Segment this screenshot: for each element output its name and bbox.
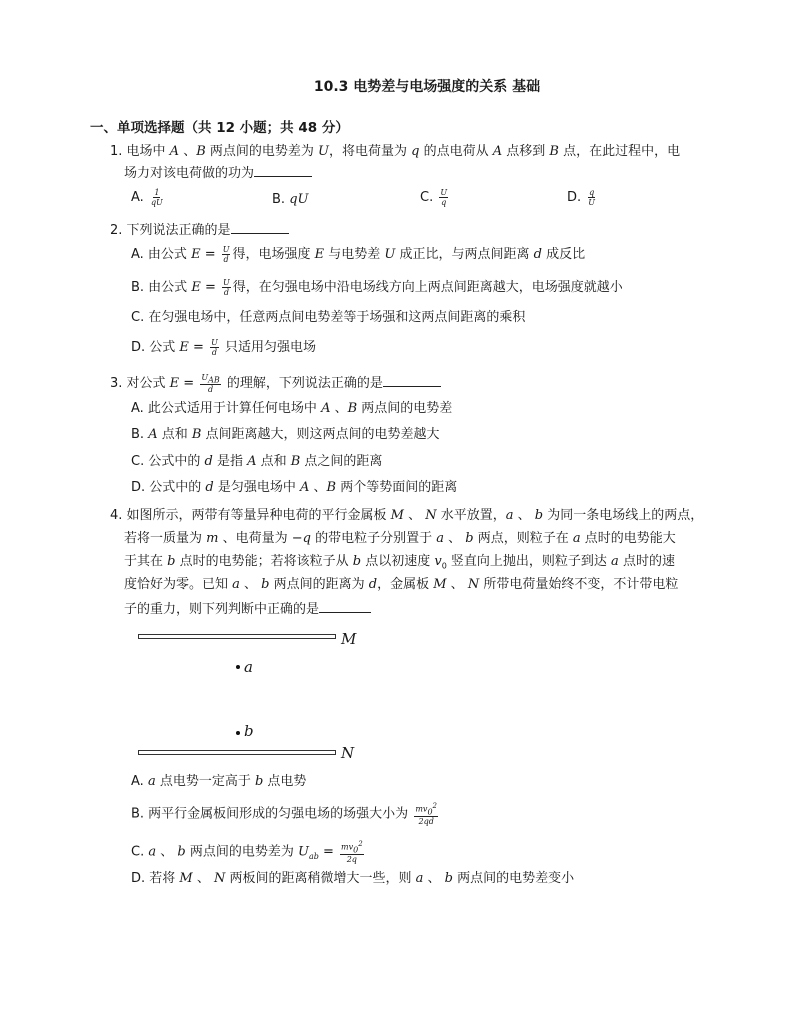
plate-m: [138, 634, 336, 639]
plate-n: [138, 750, 336, 755]
option-2-b[interactable]: B. 由公式 E = $\frac{U}{d}$ 得，在匀强电场中沿电场线方向上两点间距离越大，电场强度就越小: [131, 278, 623, 297]
option-1-c[interactable]: C. $\frac{U}{q}$: [420, 188, 448, 207]
option-1-b[interactable]: B. qU: [272, 192, 309, 207]
point-a-dot: [236, 665, 240, 669]
question-4-line-2: 若将一质量为 m 、电荷量为 −q 的带电粒子分别置于 a 、 b 两点，则粒子在 a 点时的电势能大: [124, 531, 676, 546]
question-4-line-1: 4. 如图所示，两带有等量异种电荷的平行金属板 M 、 N 水平放置，a 、 b 为同一条电场线上的两点，: [110, 508, 704, 523]
option-4-b[interactable]: B. 两平行金属板间形成的匀强电场的场强大小为 $\frac{mv_0^2}{2qd}$: [131, 802, 437, 827]
plate-m-label: M: [341, 630, 357, 648]
page-title: 10.3 电势差与电场强度的关系 基础: [313, 79, 541, 95]
question-1-line-2: 场力对该电荷做的功为: [124, 162, 312, 184]
option-4-c[interactable]: C. a 、 b 两点间的电势差为 $U_{ab}$ = $\frac{mv_0^2}{2q}$: [131, 840, 363, 865]
answer-blank[interactable]: [319, 598, 371, 613]
option-3-b[interactable]: B. A 点和 B 点间距离越大，则这两点间的电势差越大: [131, 427, 440, 442]
option-2-a[interactable]: A. 由公式 E = $\frac{U}{d}$ 得，电场强度 E 与电势差 U 成正比，与两点间距离 d 成反比: [131, 245, 586, 264]
question-4-line-5: 子的重力，则下列判断中正确的是: [124, 598, 371, 620]
question-4-line-3: 于其在 b 点时的电势能；若将该粒子从 b 点以初速度 $v_0$ 竖直向上抛出，则粒子到达 a 点时的速: [124, 554, 675, 571]
option-3-a[interactable]: A. 此公式适用于计算任何电场中 A 、B 两点间的电势差: [131, 401, 453, 416]
option-1-a[interactable]: A. $\frac{1}{qU}$: [131, 188, 163, 207]
point-a-label: a: [244, 658, 253, 676]
option-4-d[interactable]: D. 若将 M 、 N 两板间的距离稍微增大一些，则 a 、 b 两点间的电势差变小: [131, 871, 575, 886]
section-heading: 一、单项选择题（共 12 小题；共 48 分）: [90, 120, 349, 136]
answer-blank[interactable]: [231, 219, 289, 234]
option-3-d[interactable]: D. 公式中的 d 是匀强电场中 A 、B 两个等势面间的距离: [131, 480, 458, 495]
answer-blank[interactable]: [254, 162, 312, 177]
plate-n-label: N: [341, 744, 355, 762]
question-4-line-4: 度恰好为零。已知 a 、 b 两点间的距离为 d，金属板 M 、 N 所带电荷量始终不变，不计带电粒: [124, 577, 679, 592]
point-b-label: b: [244, 722, 254, 740]
option-2-d[interactable]: D. 公式 E = $\frac{U}{d}$ 只适用匀强电场: [131, 338, 316, 357]
option-2-c[interactable]: C. 在匀强电场中，任意两点间电势差等于场强和这两点间距离的乘积: [131, 310, 526, 325]
question-2-stem: 2. 下列说法正确的是: [110, 219, 289, 241]
answer-blank[interactable]: [383, 372, 441, 387]
option-4-a[interactable]: A. a 点电势一定高于 b 点电势: [131, 774, 307, 789]
question-3-stem: 3. 对公式 E = $\frac{U_{AB}}{d}$ 的理解，下列说法正确的是: [110, 372, 441, 394]
option-1-d[interactable]: D. $\frac{q}{U}$: [567, 188, 596, 207]
question-1-line-1: 1. 电场中 A 、B 两点间的电势差为 U，将电荷量为 q 的点电荷从 A 点移到 B 点，在此过程中，电: [110, 144, 681, 159]
option-3-c[interactable]: C. 公式中的 d 是指 A 点和 B 点之间的距离: [131, 454, 383, 469]
point-b-dot: [236, 731, 240, 735]
